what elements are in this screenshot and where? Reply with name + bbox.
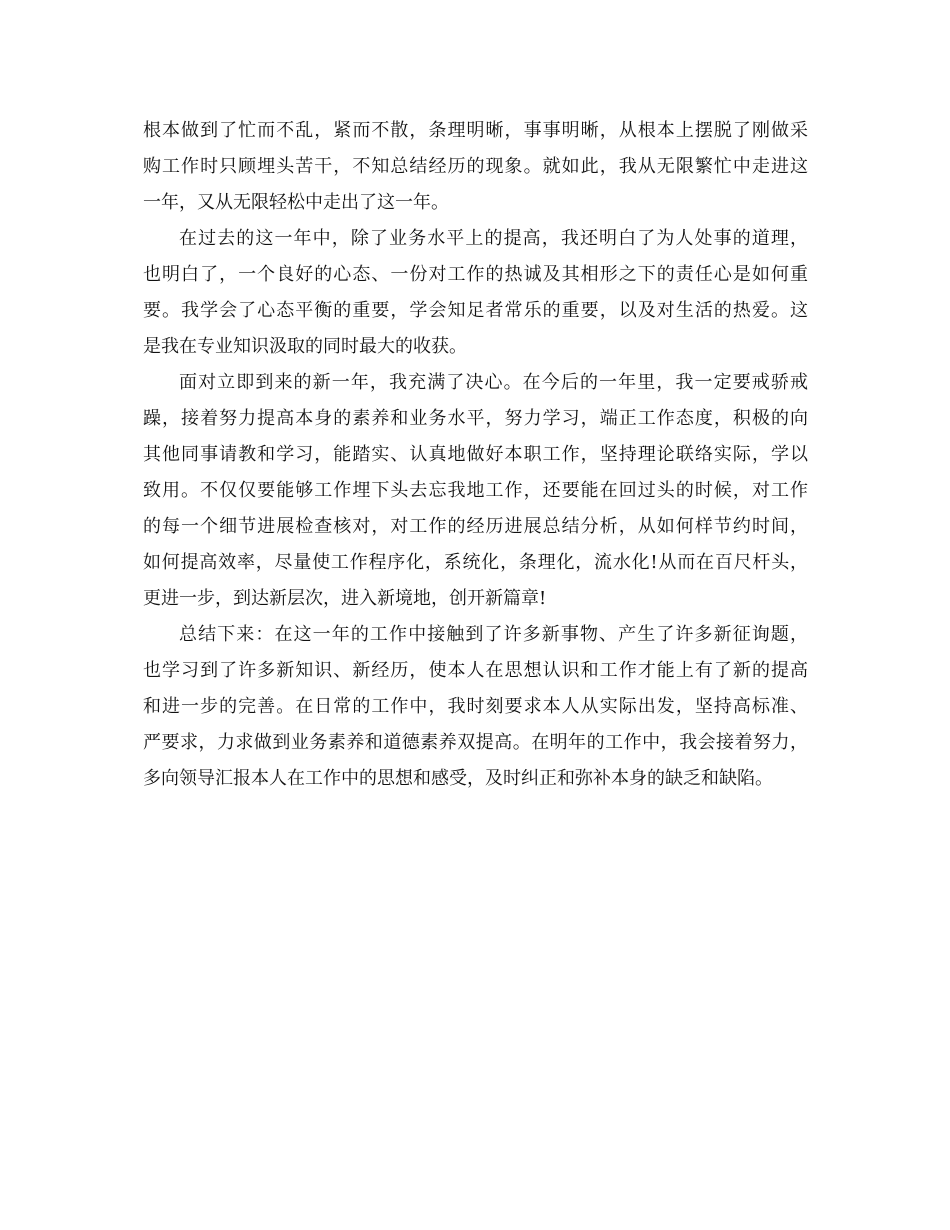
paragraph-line: 的每一个细节进展检查核对，对工作的经历进展总结分析，从如何样节约时间，	[143, 516, 808, 537]
paragraph-line: 和进一步的完善。在日常的工作中，我时刻要求本人从实际出发，坚持高标准、	[143, 696, 808, 717]
document-body	[143, 113, 808, 797]
paragraph-line: 也明白了，一个良好的心态、一份对工作的热诚及其相形之下的责任心是如何重	[143, 264, 808, 285]
paragraph-line: 更进一步，到达新层次，进入新境地，创开新篇章!	[143, 588, 547, 609]
paragraph-line: 如何提高效率，尽量使工作程序化，系统化，条理化，流水化!从而在百尺杆头，	[143, 552, 808, 573]
paragraph-line: 是我在专业知识汲取的同时最大的收获。	[143, 336, 467, 357]
paragraph-line: 要。我学会了心态平衡的重要，学会知足者常乐的重要，以及对生活的热爱。这	[143, 300, 808, 321]
paragraph-line: 严要求，力求做到业务素养和道德素养双提高。在明年的工作中，我会接着努力，	[143, 732, 808, 753]
paragraph-line: 购工作时只顾埋头苦干，不知总结经历的现象。就如此，我从无限繁忙中走进这	[143, 156, 808, 177]
paragraph-line: 在过去的这一年中，除了业务水平上的提高，我还明白了为人处事的道理，	[179, 228, 808, 249]
paragraph-line: 一年，又从无限轻松中走出了这一年。	[143, 192, 449, 213]
paragraph-line: 也学习到了许多新知识、新经历，使本人在思想认识和工作才能上有了新的提高	[143, 660, 808, 681]
paragraph-line: 躁，接着努力提高本身的素养和业务水平，努力学习，端正工作态度，积极的向	[143, 408, 808, 429]
paragraph-line: 面对立即到来的新一年，我充满了决心。在今后的一年里，我一定要戒骄戒	[179, 372, 808, 393]
paragraph-line: 根本做到了忙而不乱，紧而不散，条理明晰，事事明晰，从根本上摆脱了刚做采	[143, 120, 808, 141]
paragraph-line: 致用。不仅仅要能够工作埋下头去忘我地工作，还要能在回过头的时候，对工作	[143, 480, 808, 501]
paragraph-line: 其他同事请教和学习，能踏实、认真地做好本职工作，坚持理论联络实际，学以	[143, 444, 808, 465]
paragraph-line: 多向领导汇报本人在工作中的思想和感受，及时纠正和弥补本身的缺乏和缺陷。	[143, 768, 773, 789]
paragraph-line: 总结下来：在这一年的工作中接触到了许多新事物、产生了许多新征询题，	[179, 624, 808, 645]
